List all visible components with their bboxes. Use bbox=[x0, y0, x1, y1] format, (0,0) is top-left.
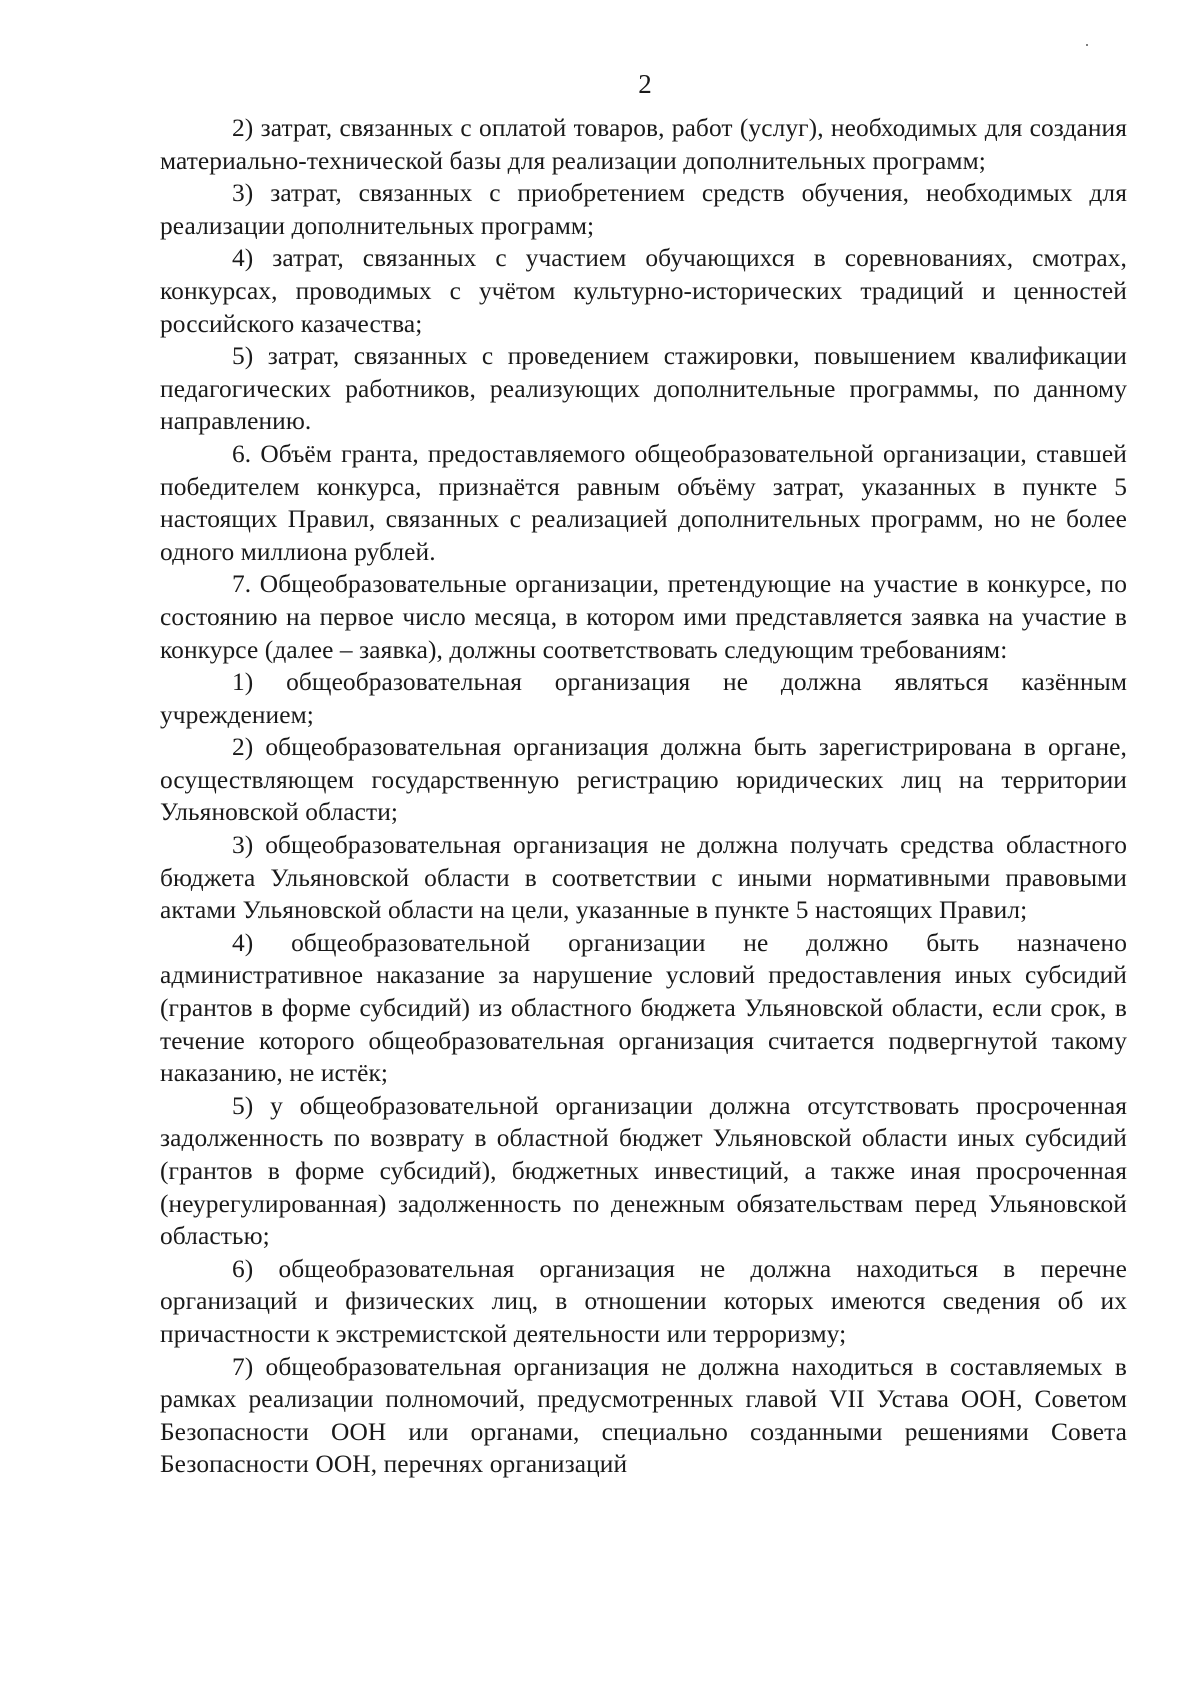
paragraph: 5) у общеобразовательной организации должна отсутствовать просроченная задолженность по возврату в областной бюджет Ульяновской области иных субсидий (грантов в форме субсидий), бюджетных инвестиций, а также иная просроченная (неурегулированная) задолженность по денежным обязательствам перед Ульяновской областью; bbox=[160, 1091, 1127, 1251]
paragraph: 3) затрат, связанных с приобретением средств обучения, необходимых для реализации дополнительных программ; bbox=[160, 179, 1127, 240]
paragraph: 7) общеобразовательная организация не должна находиться в составляемых в рамках реализации полномочий, предусмотренных главой VII Устава ООН, Советом Безопасности ООН или органами, специально созданными решениями Совета Безопасности ООН, перечнях организаций bbox=[160, 1352, 1127, 1479]
paragraph: 2) затрат, связанных с оплатой товаров, работ (услуг), необходимых для создания материально-технической базы для реализации дополнительных программ; bbox=[160, 114, 1127, 175]
paragraph: 6) общеобразовательная организация не должна находиться в перечне организаций и физических лиц, в отношении которых имеются сведения об их причастности к экстремистской деятельности или терроризму; bbox=[160, 1254, 1127, 1348]
paragraph: 7. Общеобразовательные организации, претендующие на участие в конкурсе, по состоянию на первое число месяца, в котором ими представляется заявка на участие в конкурсе (далее – заявка), должны соответствовать следующим требованиям: bbox=[160, 570, 1127, 664]
paragraph: 4) общеобразовательной организации не должно быть назначено административное наказание за нарушение условий предоставления иных субсидий (грантов в форме субсидий) из областного бюджета Ульяновской области, если срок, в течение которого общеобразовательная организация считается подвергнутой такому наказанию, не истёк; bbox=[160, 928, 1127, 1088]
paragraph: 5) затрат, связанных с проведением стажировки, повышением квалификации педагогических работников, реализующих дополнительные программы, по данному направлению. bbox=[160, 342, 1127, 436]
scan-speck bbox=[1086, 44, 1088, 46]
paragraph: 3) общеобразовательная организация не должна получать средства областного бюджета Ульяновской области в соответствии с иными нормативными правовыми актами Ульяновской области на цели, указанные в пункте 5 настоящих Правил; bbox=[160, 831, 1127, 925]
document-body bbox=[160, 112, 1127, 1481]
paragraph: 1) общеобразовательная организация не должна являться казённым учреждением; bbox=[160, 668, 1127, 729]
paragraph: 4) затрат, связанных с участием обучающихся в соревнованиях, смотрах, конкурсах, проводимых с учётом культурно-исторических традиций и ценностей российского казачества; bbox=[160, 244, 1127, 338]
paragraph: 2) общеобразовательная организация должна быть зарегистрирована в органе, осуществляющем государственную регистрацию юридических лиц на территории Ульяновской области; bbox=[160, 733, 1127, 827]
paragraph: 6. Объём гранта, предоставляемого общеобразовательной организации, ставшей победителем конкурса, признаётся равным объёму затрат, указанных в пункте 5 настоящих Правил, связанных с реализацией дополнительных программ, но не более одного миллиона рублей. bbox=[160, 439, 1127, 566]
page-number: 2 bbox=[638, 69, 652, 99]
